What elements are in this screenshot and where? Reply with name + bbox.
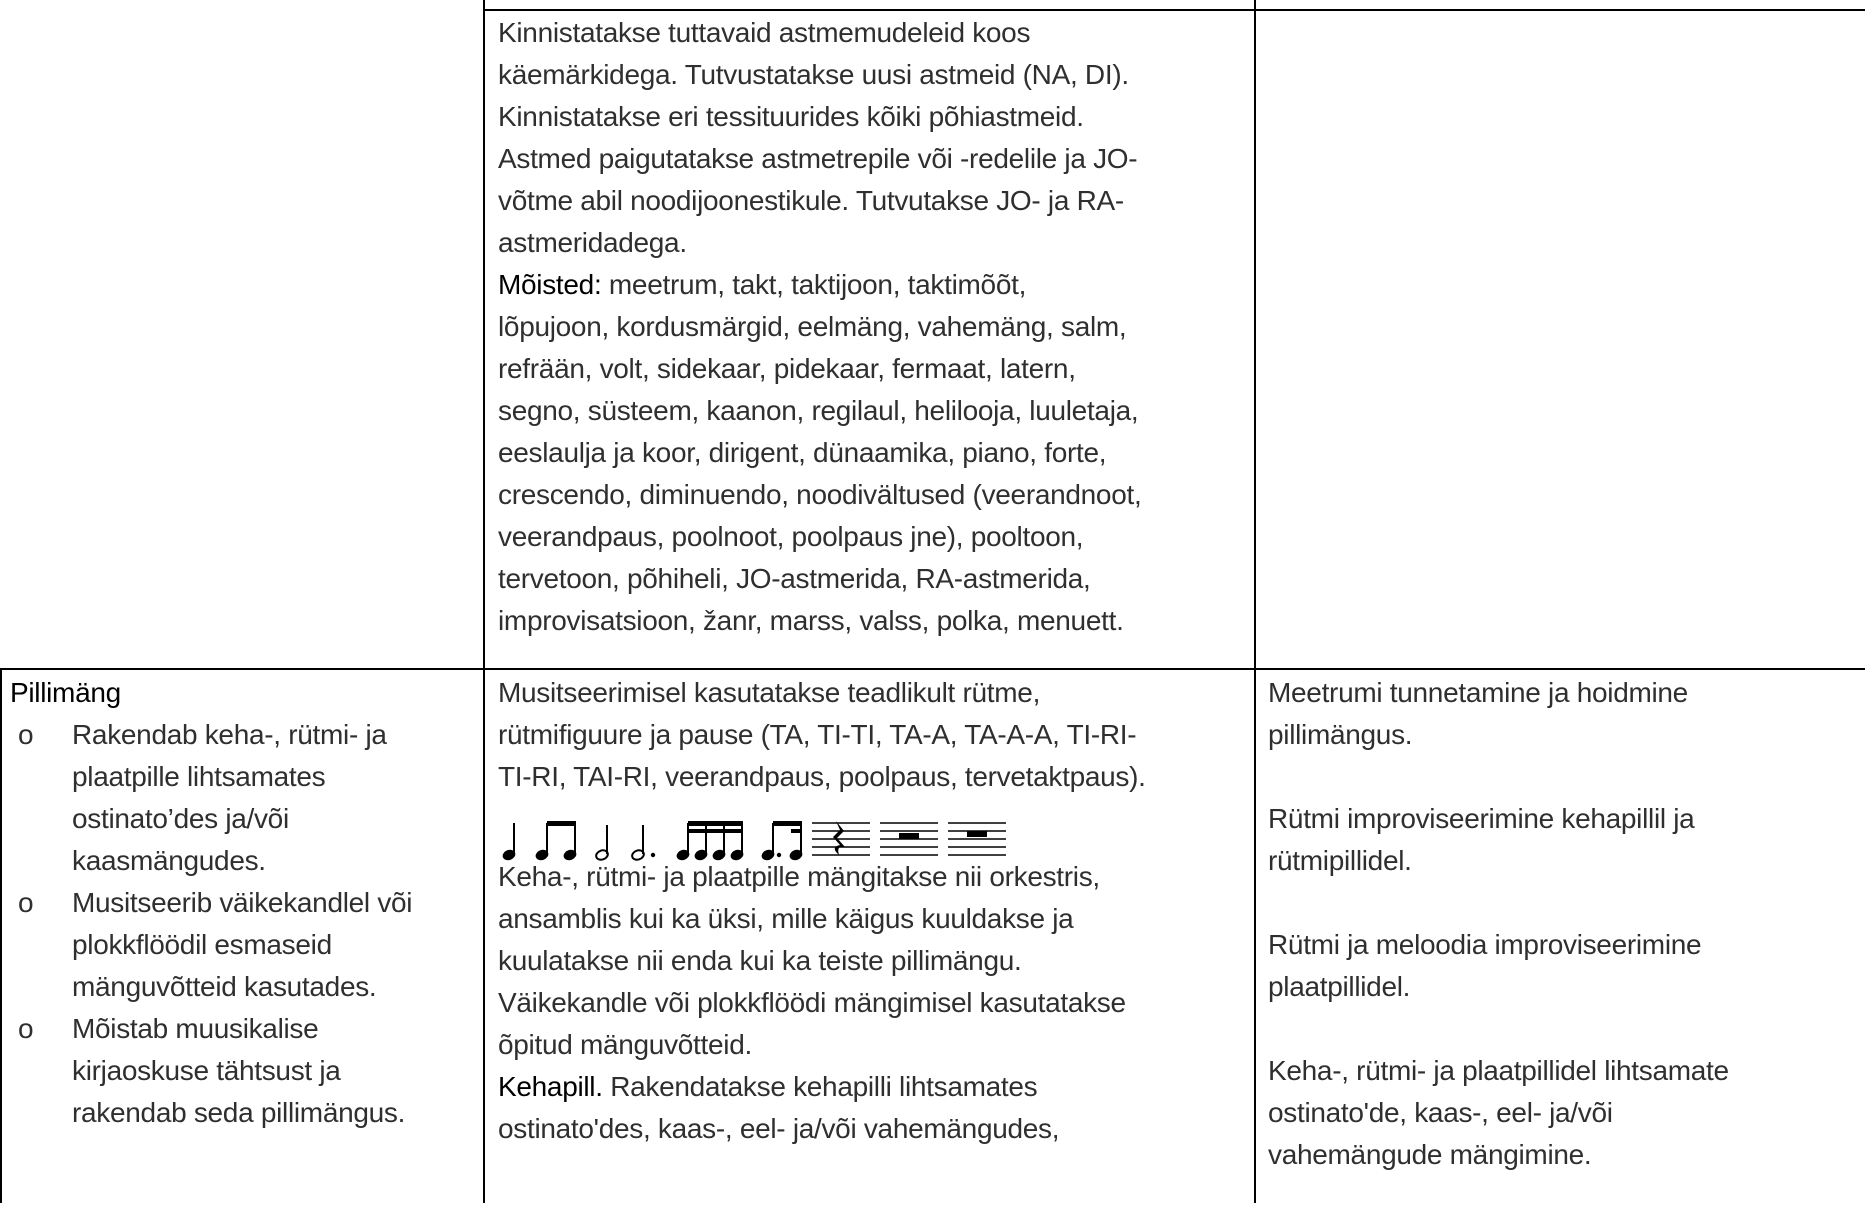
outcome-line: rakendab seda pillimängus. (72, 1097, 406, 1128)
content-line: Väikekandle või plokkflöödi mängimisel kasutatakse (498, 987, 1126, 1018)
activity-line: Rütmi ja meloodia improviseerimine (1268, 929, 1702, 960)
half-rest-icon (880, 823, 938, 855)
bullet-marker: o (18, 887, 34, 918)
content-line: õpitud mänguvõtteid. (498, 1029, 752, 1060)
row1-content-cell (498, 12, 1141, 642)
content-line: Musitseerimisel kasutatakse teadlikult rütme, (498, 677, 1041, 708)
four-sixteenth-notes-icon (676, 821, 744, 861)
column-divider-2 (1254, 0, 1256, 1203)
quarter-rest-icon (812, 821, 870, 855)
concepts-line: eeslaulja ja koor, dirigent, dünaamika, piano, forte, (498, 437, 1107, 468)
content-line: võtme abil noodijoonestikule. Tutvutakse JO- ja RA- (498, 185, 1124, 216)
bullet-marker: o (18, 719, 34, 750)
content-line: ansamblis kui ka üksi, mille käigus kuuldakse ja (498, 903, 1074, 934)
activity-line: vahemängude mängimine. (1268, 1139, 1592, 1170)
outcome-line: kaasmängudes. (72, 845, 266, 876)
content-line: ostinato'des, kaas-, eel- ja/või vahemängudes, (498, 1113, 1060, 1144)
outcome-list-item (10, 882, 480, 1008)
half-note-icon (595, 825, 609, 861)
outcome-line: Musitseerib väikekandlel või (72, 887, 413, 918)
row2-outcomes-cell (10, 672, 480, 1134)
outcome-line: plokkflöödil esmaseid (72, 929, 332, 960)
concepts-line: tervetoon, põhiheli, JO-astmerida, RA-astmerida, (498, 563, 1091, 594)
whole-rest-icon (948, 823, 1006, 855)
content-line: Kinnistatakse eri tessituurides kõiki põhiastmeid. (498, 101, 1084, 132)
kehapill-first-line: Rakendatakse kehapilli lihtsamates (602, 1071, 1038, 1102)
two-eighth-notes-icon (535, 821, 577, 861)
activity-line: rütmipillidel. (1268, 845, 1412, 876)
table-border-top (483, 9, 1865, 11)
outcome-line: plaatpille lihtsamates (72, 761, 326, 792)
quarter-note-icon (502, 823, 516, 861)
activity-line: Meetrumi tunnetamine ja hoidmine (1268, 677, 1688, 708)
concepts-line: crescendo, diminuendo, noodivältused (veerandnoot, (498, 479, 1142, 510)
content-line: Kinnistatakse tuttavaid astmemudeleid koos (498, 17, 1031, 48)
concepts-line: lõpujoon, kordusmärgid, eelmäng, vahemäng, salm, (498, 311, 1127, 342)
rhythm-notation (500, 815, 1040, 865)
concepts-line: veerandpaus, poolnoot, poolpaus jne), pooltoon, (498, 521, 1084, 552)
outcome-line: kirjaoskuse tähtsust ja (72, 1055, 341, 1086)
outcome-line: ostinato’des ja/või (72, 803, 289, 834)
outcome-line: Rakendab keha-, rütmi- ja (72, 719, 387, 750)
concepts-first-line: meetrum, takt, taktijoon, taktimõõt, (601, 269, 1027, 300)
concepts-line: refrään, volt, sidekaar, pidekaar, fermaat, latern, (498, 353, 1076, 384)
bullet-marker: o (18, 1013, 34, 1044)
rhythm-notation-svg (500, 815, 1040, 865)
activity-paragraph (1268, 924, 1729, 1008)
outcome-line: Mõistab muusikalise (72, 1013, 319, 1044)
activity-line: ostinato'de, kaas-, eel- ja/või (1268, 1097, 1613, 1128)
outcome-line: mänguvõtteid kasutades. (72, 971, 377, 1002)
dotted-eighth-sixteenth-icon (761, 821, 803, 861)
content-line: kuulatakse nii enda kui ka teiste pillimängu. (498, 945, 1022, 976)
activity-paragraph (1268, 1050, 1729, 1176)
content-line: käemärkidega. Tutvustatakse uusi astmeid (NA, DI). (498, 59, 1129, 90)
activity-line: Keha-, rütmi- ja plaatpillidel lihtsamate (1268, 1055, 1729, 1086)
content-line: rütmifiguure ja pause (TA, TI-TI, TA-A, TA-A-A, TI-RI- (498, 719, 1137, 750)
row-divider (0, 668, 1865, 670)
row2-activities-cell (1268, 672, 1729, 1218)
table-border-left (0, 668, 2, 1203)
concepts-line: segno, süsteem, kaanon, regilaul, helilooja, luuletaja, (498, 395, 1139, 426)
row2-content-cell (498, 672, 1146, 1150)
activity-line: pillimängus. (1268, 719, 1413, 750)
outcome-list-item (10, 714, 480, 882)
column-divider-1 (483, 0, 485, 1203)
section-heading: Pillimäng (10, 677, 121, 708)
activity-paragraph (1268, 672, 1729, 756)
activity-paragraph (1268, 798, 1729, 882)
concepts-label: Mõisted: (498, 269, 602, 300)
kehapill-label: Kehapill. (498, 1071, 603, 1102)
content-line: Astmed paigutatakse astmetrepile või -redelile ja JO- (498, 143, 1138, 174)
content-line: astmeridadega. (498, 227, 687, 258)
activity-line: plaatpillidel. (1268, 971, 1411, 1002)
content-line: Keha-, rütmi- ja plaatpille mängitakse nii orkestris, (498, 861, 1100, 892)
activity-line: Rütmi improviseerimine kehapillil ja (1268, 803, 1695, 834)
outcome-list-item (10, 1008, 480, 1134)
content-line: TI-RI, TAI-RI, veerandpaus, poolpaus, tervetaktpaus). (498, 761, 1146, 792)
dotted-half-note-icon (631, 825, 655, 861)
concepts-line: improvisatsioon, žanr, marss, valss, polka, menuett. (498, 605, 1124, 636)
